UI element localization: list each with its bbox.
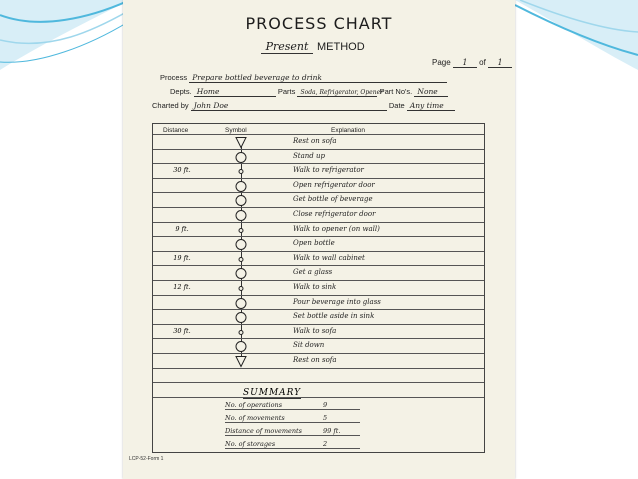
step-explanation: Walk to refrigerator (293, 166, 364, 175)
summary-label: No. of movements (225, 414, 320, 423)
table-row (153, 353, 484, 368)
step-distance: 9 ft. (175, 224, 189, 233)
summary-row (225, 427, 360, 436)
transport-dot-icon (233, 326, 249, 339)
table-row (153, 295, 484, 310)
summary-title: SUMMARY (243, 388, 302, 398)
table-row (153, 265, 484, 280)
summary-row (225, 440, 360, 449)
explanation-header: Explanation (331, 127, 365, 134)
step-explanation: Stand up (293, 151, 325, 160)
summary-row (225, 414, 360, 423)
charted-field (152, 101, 455, 111)
step-distance: 30 ft. (173, 326, 191, 335)
charted-label: Charted by (152, 101, 189, 110)
table-divider (153, 397, 484, 398)
process-chart-sheet (123, 0, 515, 479)
summary-value: 9 (320, 401, 360, 410)
summary-label: Distance of movements (225, 427, 320, 436)
summary-row (225, 401, 360, 410)
parts-label: Parts (277, 87, 296, 96)
date-value: Any time (407, 101, 455, 111)
table-row (153, 163, 484, 178)
process-label: Process (160, 73, 188, 82)
storage-triangle-icon (233, 355, 249, 368)
table-row (153, 338, 484, 353)
step-explanation: Get a glass (293, 268, 333, 277)
table-row (153, 222, 484, 237)
page-indicator (432, 58, 512, 68)
charted-value: John Doe (191, 101, 387, 111)
table-row (153, 309, 484, 324)
step-distance: 19 ft. (173, 253, 191, 262)
summary-value: 5 (320, 414, 360, 423)
page-label: Page (432, 58, 451, 67)
page-of-label: of (479, 58, 486, 67)
transport-dot-icon (233, 253, 249, 266)
operation-circle-icon (233, 311, 249, 324)
empty-row (153, 382, 484, 397)
process-table (152, 123, 485, 453)
step-explanation: Walk to sink (293, 283, 337, 291)
summary-label: No. of storages (225, 440, 320, 449)
partno-value: None (414, 87, 448, 97)
operation-circle-icon (233, 180, 249, 193)
depts-value: Home (194, 87, 276, 97)
table-row (153, 192, 484, 207)
process-value: Prepare bottled beverage to drink (189, 73, 447, 83)
step-distance: 30 ft. (173, 166, 191, 175)
empty-row (153, 368, 484, 383)
operation-circle-icon (233, 238, 249, 251)
table-row (153, 324, 484, 339)
transport-dot-icon (233, 282, 249, 295)
table-row (153, 149, 484, 164)
operation-circle-icon (233, 340, 249, 353)
table-row (153, 251, 484, 266)
depts-label: Depts. (170, 87, 192, 96)
process-field (160, 73, 447, 83)
page-total: 1 (488, 58, 512, 68)
summary-value: 99 ft. (320, 427, 360, 436)
summary-value: 2 (320, 440, 360, 449)
operation-circle-icon (233, 297, 249, 310)
step-explanation: Close refrigerator door (293, 210, 376, 218)
operation-circle-icon (233, 209, 249, 222)
step-explanation: Open refrigerator door (293, 180, 375, 189)
operation-circle-icon (233, 194, 249, 207)
date-label: Date (388, 101, 405, 110)
depts-field (170, 87, 448, 97)
operation-circle-icon (233, 267, 249, 280)
parts-value: Soda, Refrigerator, Opener (297, 89, 377, 97)
step-distance: 12 ft. (173, 283, 191, 291)
step-explanation: Walk to wall cabinet (293, 253, 365, 262)
step-explanation: Rest on sofa (293, 356, 337, 364)
table-row (153, 134, 484, 149)
page-current: 1 (453, 58, 477, 68)
chart-title: PROCESS CHART (245, 14, 393, 33)
storage-triangle-icon (233, 136, 249, 149)
form-number: LCP-52-Form 1 (129, 456, 164, 462)
operation-circle-icon (233, 151, 249, 164)
transport-dot-icon (233, 224, 249, 237)
step-explanation: Sit down (293, 341, 325, 350)
step-explanation: Walk to opener (on wall) (293, 224, 380, 233)
step-explanation: Open bottle (293, 239, 335, 248)
step-explanation: Get bottle of beverage (293, 195, 373, 204)
method-line (261, 40, 365, 54)
step-explanation: Rest on sofa (293, 137, 337, 145)
partno-label: Part No's. (379, 87, 413, 96)
transport-dot-icon (233, 165, 249, 178)
step-explanation: Walk to sofa (293, 326, 337, 335)
table-row (153, 280, 484, 295)
step-explanation: Pour beverage into glass (293, 297, 381, 306)
method-label: METHOD (317, 41, 365, 53)
symbol-header: Symbol (225, 127, 247, 134)
table-row (153, 178, 484, 193)
table-row (153, 236, 484, 251)
method-value: Present (261, 40, 313, 54)
step-explanation: Set bottle aside in sink (293, 312, 375, 321)
table-row (153, 207, 484, 222)
summary-label: No. of operations (225, 401, 320, 410)
distance-header: Distance (163, 127, 189, 134)
